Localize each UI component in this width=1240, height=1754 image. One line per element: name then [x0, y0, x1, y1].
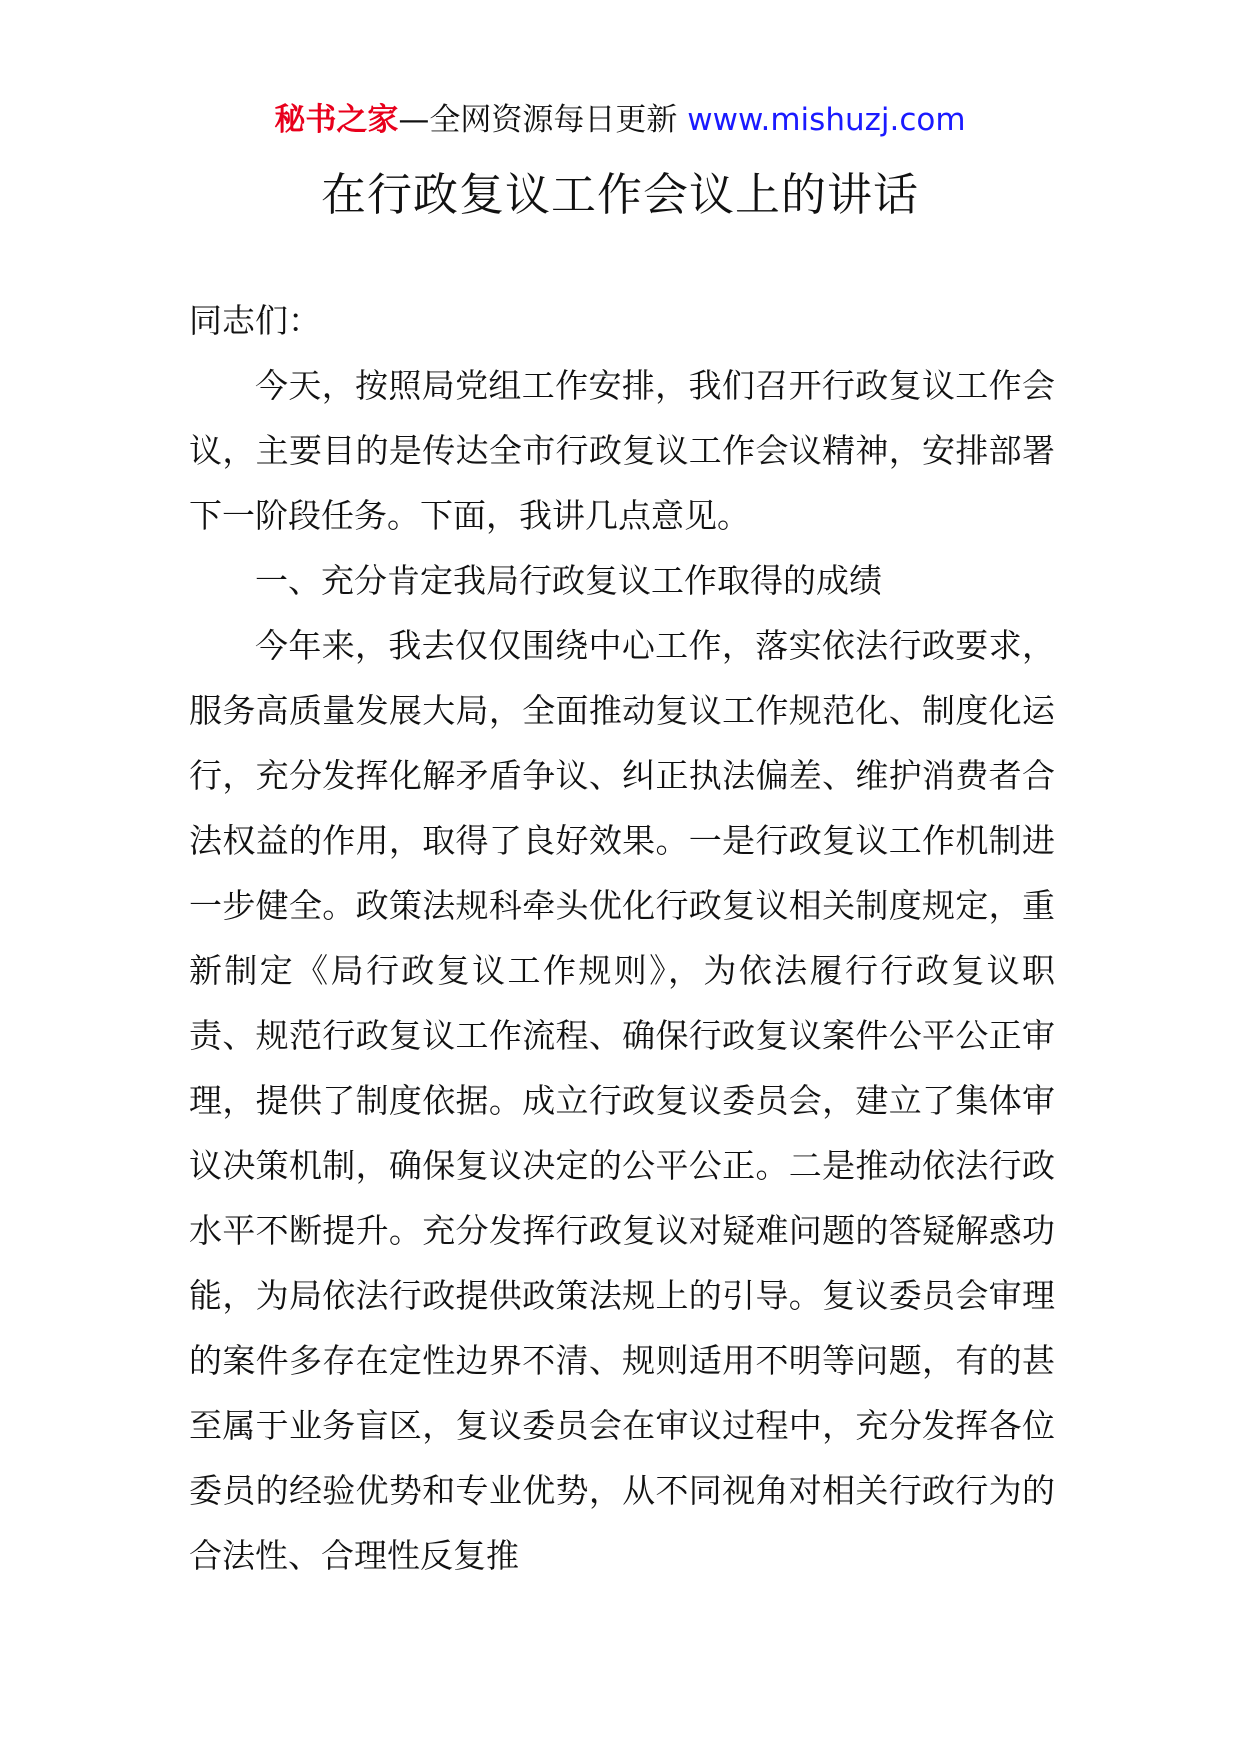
section-heading-1: 一、充分肯定我局行政复议工作取得的成绩: [255, 561, 882, 600]
document-title: 在行政复议工作会议上的讲话: [320, 168, 919, 221]
paragraph-achievements: 今年来，我去仅仅围绕中心工作，落实依法行政要求，服务高质量发展大局，全面推动复议工作规范化、制度化运行，充分发挥化解矛盾争议、纠正执法偏差、维护消费者合法权益的作用，取得了良好效果。一是行政复议工作机制进一步健全。政策法规科牵头优化行政复议相关制度规定，重新制定《局行政复议工作规则》，为依法履行行政复议职责、规范行政复议工作流程、确保行政复议案件公平公正审理，提供了制度依据。成立行政复议委员会，建立了集体审议决策机制，确保复议决定的公平公正。二是推动依法行政水平不断提升。充分发挥行政复议对疑难问题的答疑解惑功能，为局依法行政提供政策法规上的引导。复议委员会审理的案件多存在定性边界不清、规则适用不明等问题，有的甚至属于业务盲区，复议委员会在审议过程中，充分发挥各位委员的经验优势和专业优势，从不同视角对相关行政行为的合法性、合理性反复推: [189, 626, 1055, 1575]
paragraph-intro: 今天，按照局党组工作安排，我们召开行政复议工作会议，主要目的是传达全市行政复议工作会议精神，安排部署下一阶段任务。下面，我讲几点意见。: [189, 366, 1055, 535]
brand-slogan: —全网资源每日更新: [398, 102, 688, 138]
salutation: 同志们：: [189, 301, 321, 340]
document-body: [189, 288, 1055, 1588]
brand-name: 秘书之家: [274, 102, 399, 138]
site-url-link[interactable]: www.mishuzj.com: [687, 102, 966, 138]
site-header-banner: [0, 98, 1240, 142]
